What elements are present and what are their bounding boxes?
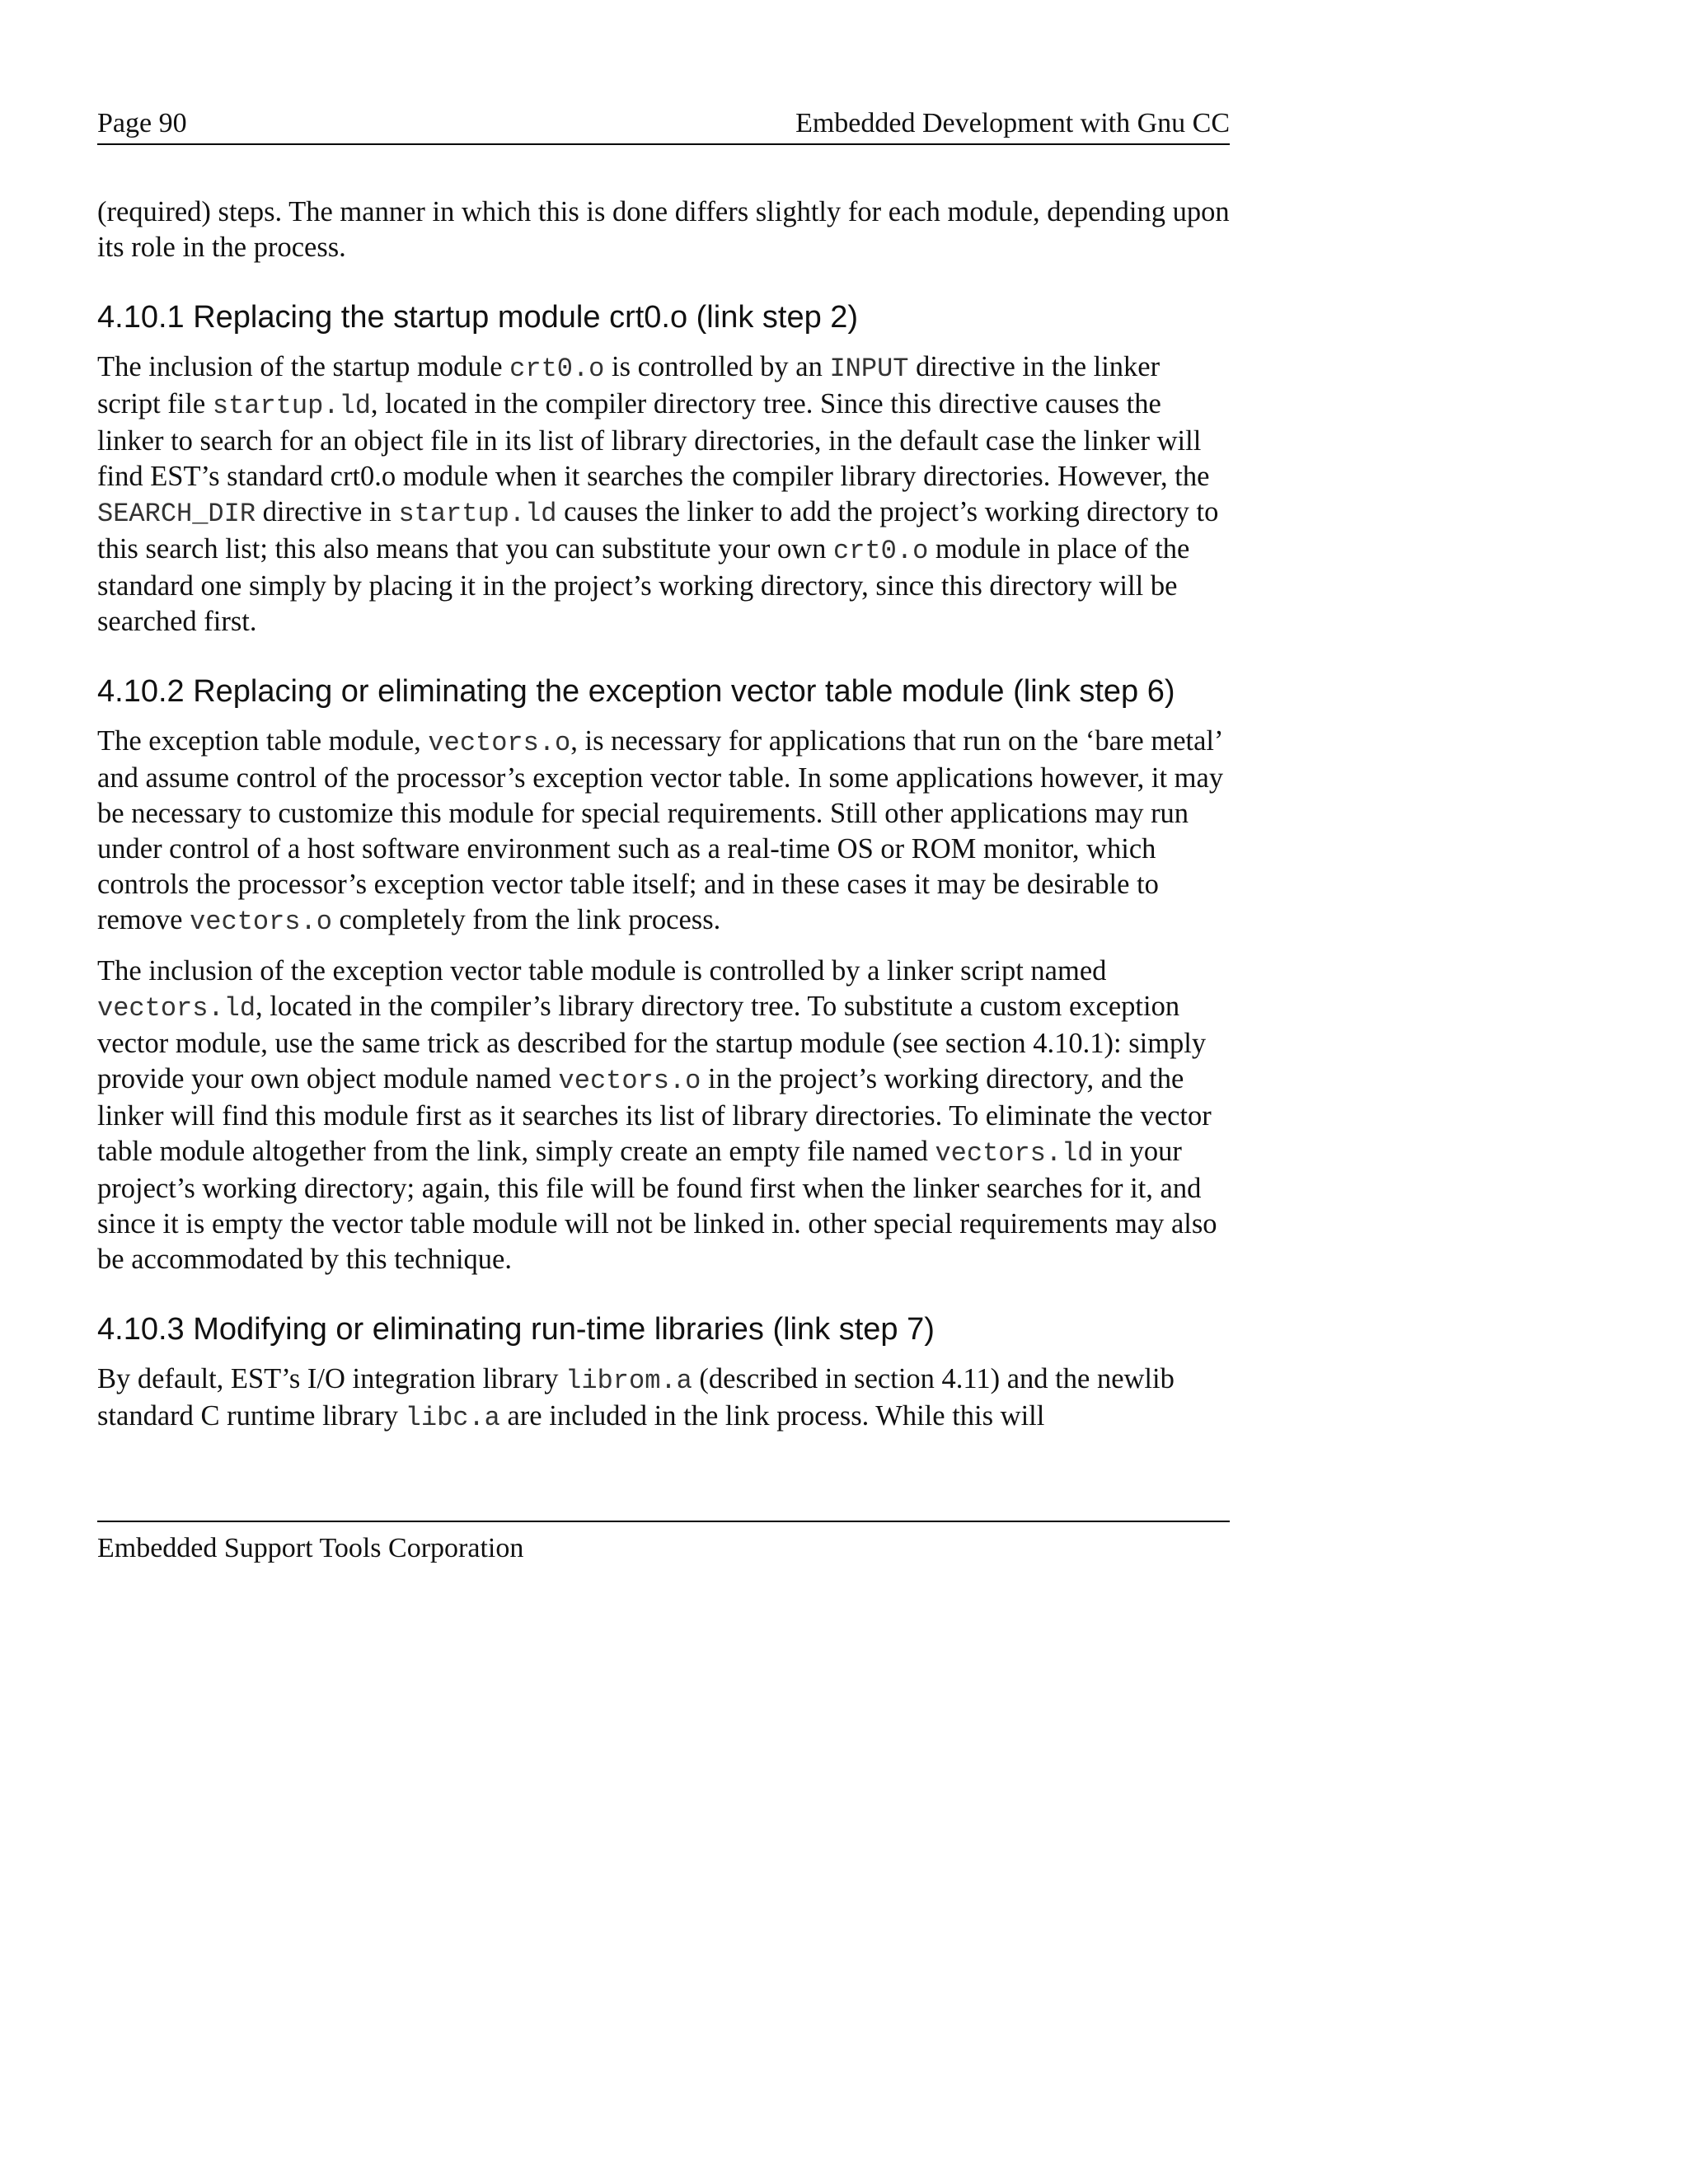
running-title: Embedded Development with Gnu CC xyxy=(795,108,1230,138)
code-term: vectors.ld xyxy=(935,1138,1094,1169)
text-run: , is necessary for applications that run on the ‘bare metal’ and assume control of the processor’s exception vector table. In some applications however, it may be necessary to customize this module for special requirements. Still other applications may run under control of a host software environment such as a real-time OS or ROM monitor, which controls the processor’s exception vector table itself; and in these cases it may be desirable to remove xyxy=(97,725,1224,935)
code-term: startup.ld xyxy=(398,499,557,529)
intro-paragraph: (required) steps. The manner in which this is done differs slightly for each module, depending upon its role in the process. xyxy=(97,196,1230,263)
code-term: librom.a xyxy=(565,1366,692,1396)
text-run: in the project’s working directory, and the linker will find this module first as it searches its list of library directories. To eliminate the vector table module altogether from the link, simply create an empty file named xyxy=(97,1063,1212,1167)
code-term: startup.ld xyxy=(212,391,371,421)
paragraph xyxy=(97,349,1230,640)
text-run: causes the linker to add the project’s working directory to this search list; this also means that you can substitute your own xyxy=(97,496,1219,565)
paragraph xyxy=(97,1361,1230,1436)
text-run: The inclusion of the startup module xyxy=(97,351,510,382)
section-4-10-3 xyxy=(97,1310,1230,1436)
code-term: vectors.o xyxy=(558,1066,701,1096)
page-header xyxy=(97,105,1230,145)
code-term: SEARCH_DIR xyxy=(97,499,256,529)
section-heading: 4.10.3 Modifying or eliminating run-time libraries (link step 7) xyxy=(97,1312,935,1347)
code-term: vectors.o xyxy=(190,907,332,937)
code-term: vectors.o xyxy=(428,728,571,758)
footer-company: Embedded Support Tools Corporation xyxy=(97,1533,524,1563)
section-4-10-2 xyxy=(97,673,1230,1277)
section-heading: 4.10.2 Replacing or eliminating the exception vector table module (link step 6) xyxy=(97,674,1175,709)
text-run: module in place of the standard one simply by placing it in the project’s working directory, since this directory will be searched first. xyxy=(97,533,1190,637)
code-term: libc.a xyxy=(405,1403,500,1433)
text-run: The exception table module, xyxy=(97,725,429,757)
text-run: The inclusion of the exception vector table module is controlled by a linker script named xyxy=(97,955,1107,987)
text-run: By default, EST’s I/O integration library xyxy=(97,1363,566,1394)
text-run: completely from the link process. xyxy=(331,904,721,935)
text-run: (described in section 4.11) and the newlib standard C runtime library xyxy=(97,1363,1175,1432)
section-4-10-1 xyxy=(97,298,1230,640)
text-run: directive in xyxy=(256,496,399,527)
page-number: Page 90 xyxy=(97,108,187,138)
text-run: are included in the link process. While this will xyxy=(499,1400,1045,1432)
text-run: in your project’s working directory; again, this file will be found first when the linker searches for it, and since it is empty the vector table module will not be linked in. other special requirements may also be accommodated by this technique. xyxy=(97,1136,1217,1275)
code-term: crt0.o xyxy=(833,536,929,566)
page-content xyxy=(97,194,1230,1436)
code-term: vectors.ld xyxy=(97,993,256,1024)
section-heading: 4.10.1 Replacing the startup module crt0.o (link step 2) xyxy=(97,300,859,335)
paragraph xyxy=(97,724,1230,940)
text-run: , located in the compiler directory tree. Since this directive causes the linker to search for an object file in its list of library directories, in the default case the linker will find EST’s standard crt0.o module when it searches the compiler library directories. However, the xyxy=(97,388,1210,492)
page-footer xyxy=(97,1521,1230,1565)
text-run: is controlled by an xyxy=(604,351,830,382)
code-term: crt0.o xyxy=(509,354,605,384)
text-run: directive in the linker script file xyxy=(97,351,1160,419)
paragraph xyxy=(97,954,1230,1277)
text-run: , located in the compiler’s library directory tree. To substitute a custom exception vector module, use the same trick as described for the startup module (see section 4.10.1): simply provide your own object module named xyxy=(97,991,1207,1094)
code-term: INPUT xyxy=(829,354,909,384)
